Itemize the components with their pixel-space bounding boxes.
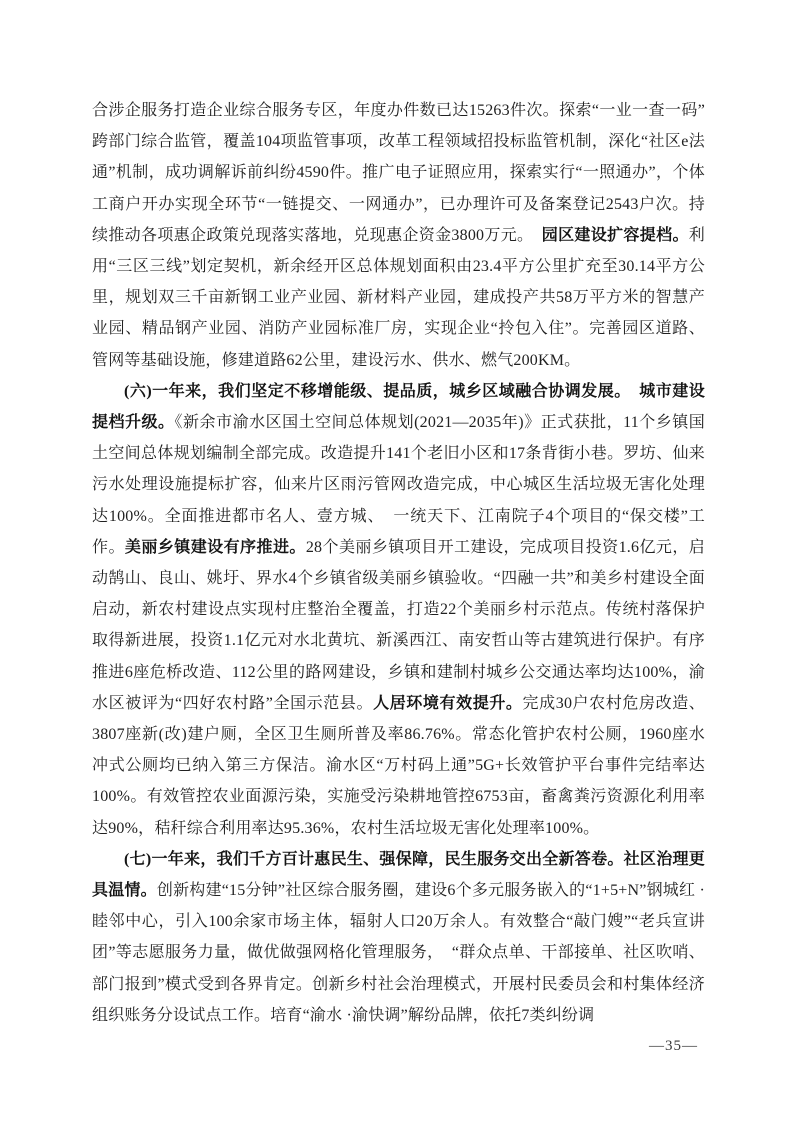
paragraph-seven-livelihood (92, 844, 705, 1031)
lead-sentence-run: (七)一年来，我们千方百计惠民生、强保障，民生服务交出全新答卷。 (124, 850, 624, 868)
document-body (92, 95, 705, 1031)
bold-heading-run: 社区治理更具温情。 (92, 850, 705, 900)
text-run: 《新余市渝水区国土空间总体规划(2021—2035年)》正式获批，11个乡镇国土空间总体规划编制全部完成。改造提升141个老旧小区和17条背街小巷。罗坊、仙来污水处理设施提标扩容，仙来片区雨污管网改造完成，中心城区生活垃圾无害化处理达100%。全面推进都市名人、壹方城、 一统天下、江南院子4个项目的“保交楼”工作。 (92, 414, 705, 556)
bold-heading-run: 城市建设提档升级。 (92, 382, 705, 432)
bold-heading-run: 美丽乡镇建设有序推进。 (124, 538, 306, 556)
bold-heading-run: 人居环境有效提升。 (373, 694, 523, 712)
page-number: —35— (649, 1038, 698, 1054)
text-run: 完成30户农村危房改造、3807座新(改)建户厕，全区卫生厕所普及率86.76%。常态化管护农村公厕，1960座水冲式公厕均已纳入第三方保洁。渝水区“万村码上通”5G+长效管护平台事件完结率达100%。有效管控农业面源污染，实施受污染耕地管控6753亩，畜禽粪污资源化利用率达90%，秸秆综合利用率达95.36%，农村生活垃圾无害化处理率100%。 (92, 694, 705, 837)
lead-sentence-run: (六)一年来，我们坚定不移增能级、提品质，城乡区域融合协调发展。 (124, 382, 640, 400)
text-run: 合涉企服务打造企业综合服务专区，年度办件数已达15263件次。探索“一业一查一码”跨部门综合监管，覆盖104项监管事项，改革工程领域招投标监管机制，深化“社区e法通”机制，成功调解诉前纠纷4590件。推广电子证照应用，探索实行“一照通办”，个体工商户开办实现全环节“一链提交、一网通办”，已办理许可及备案登记2543户次。持续推动各项惠企政策兑现落实落地，兑现惠企资金3800万元。 (92, 102, 705, 244)
text-run: 28个美丽乡镇项目开工建设，完成项目投资1.6亿元，启动鹄山、良山、姚圩、界水4个乡镇省级美丽乡镇验收。“四融一共”和美乡村建设全面启动，新农村建设点实现村庄整治全覆盖，打造22个美丽乡村示范点。传统村落保护取得新进展，投资1.1亿元对水北黄坑、新溪西江、南安哲山等古建筑进行保护。有序推进6座危桥改造、112公里的路网建设，乡镇和建制村城乡公交通达率均达100%，渝水区被评为“四好农村路”全国示范县。 (92, 538, 706, 712)
text-run: 创新构建“15分钟”社区综合服务圈，建设6个多元服务嵌入的“1+5+N”钢城红 ·睦邻中心，引入100余家市场主体，辐射人口20万余人。有效整合“敲门嫂”“老兵宣讲团”等志愿服务力量，做优做强网格化管理服务， “群众点单、干部接单、社区吹哨、部门报到”模式受到各界肯定。创新乡村社会治理模式，开展村民委员会和村集体经济组织账务分设试点工作。培育“渝水 ·渝快调”解纷品牌，依托7类纠纷调 (92, 882, 705, 1024)
text-run: 利用“三区三线”划定契机，新余经开区总体规划面积由23.4平方公里扩充至30.14平方公里，规划双三千亩新钢工业产业园、新材料产业园，建成投产共58万平方米的智慧产业园、精品钢产业园、消防产业园标准厂房，实现企业“拎包入住”。完善园区道路、管网等基础设施，修建道路62公里，建设污水、供水、燃气200KM。 (92, 226, 705, 369)
paragraph-business-services (92, 95, 705, 376)
paragraph-six-urban-rural (92, 376, 705, 844)
bold-heading-run: 园区建设扩容提档。 (541, 226, 689, 244)
